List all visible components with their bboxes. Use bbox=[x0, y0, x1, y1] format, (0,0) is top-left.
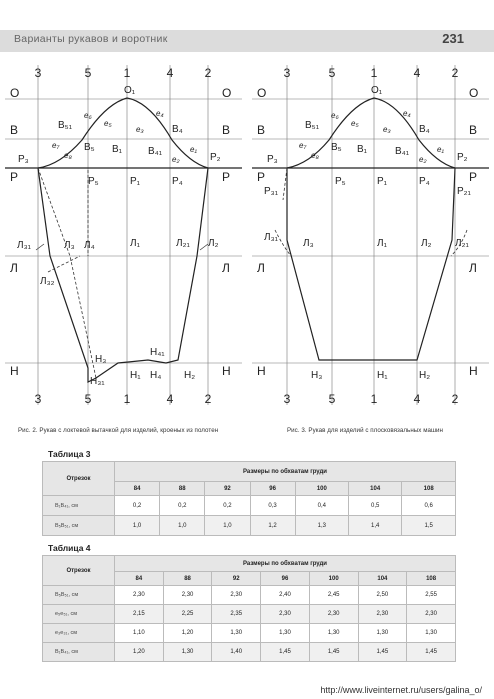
right-label-e6: e₆ bbox=[331, 111, 339, 120]
table4-segment-header: Отрезок bbox=[43, 556, 115, 586]
table-cell: 1,20 bbox=[163, 624, 212, 643]
table-cell: 1,30 bbox=[309, 624, 358, 643]
left-bottom-number-1: 1 bbox=[123, 392, 131, 406]
left-row-letter-b-right: В bbox=[222, 123, 231, 137]
left-label-h1: H₁ bbox=[130, 370, 141, 381]
left-top-number-2: 2 bbox=[204, 66, 212, 80]
table3-size-84: 84 bbox=[115, 482, 160, 496]
right-row-letter-h-right: Н bbox=[469, 364, 478, 378]
table-row bbox=[43, 516, 456, 536]
right-bottom-number-4: 4 bbox=[413, 392, 421, 406]
page-header-title: Варианты рукавов и воротник bbox=[14, 33, 168, 45]
left-label-p1: P₁ bbox=[130, 176, 141, 187]
left-label-e6: e₆ bbox=[84, 111, 92, 120]
right-label-b5: B₅ bbox=[331, 142, 342, 153]
figure-right-caption: Рис. 3. Рукав для изделий с плосковязальных машин bbox=[287, 427, 443, 434]
left-bottom-number-5: 5 bbox=[84, 392, 92, 406]
right-label-b41: B₄₁ bbox=[395, 146, 410, 157]
right-label-h2: H₂ bbox=[419, 370, 431, 381]
right-label-l31: Л₃₁ bbox=[264, 232, 279, 243]
right-label-p4: P₄ bbox=[419, 176, 430, 187]
table-row bbox=[43, 605, 456, 624]
table-cell: 0,4 bbox=[295, 496, 348, 516]
left-row-letter-l: Л bbox=[10, 261, 18, 275]
right-label-b51: B₅₁ bbox=[305, 120, 320, 131]
left-label-l32: Л₃₂ bbox=[40, 276, 55, 287]
left-label-p5: P₅ bbox=[88, 176, 99, 187]
right-top-number-1: 1 bbox=[370, 66, 378, 80]
table-cell: 1,10 bbox=[115, 624, 164, 643]
right-bottom-number-1: 1 bbox=[370, 392, 378, 406]
table4-size-108: 108 bbox=[407, 572, 456, 586]
table4-row2-segment: e₅e₅₁, см bbox=[43, 605, 115, 624]
table-cell: 1,30 bbox=[407, 624, 456, 643]
right-label-e5: e₅ bbox=[351, 119, 359, 128]
right-top-number-2: 2 bbox=[451, 66, 459, 80]
table-cell: 1,30 bbox=[358, 624, 407, 643]
left-label-p3: P₃ bbox=[18, 154, 29, 165]
right-row-letter-l-right: Л bbox=[469, 261, 477, 275]
table-cell: 1,0 bbox=[205, 516, 250, 536]
table4-group-header: Размеры по обхватам груди bbox=[115, 556, 456, 572]
table4-row3-segment: e₃e₃₁, см bbox=[43, 624, 115, 643]
right-label-h1: H₁ bbox=[377, 370, 388, 381]
right-top-number-4: 4 bbox=[413, 66, 421, 80]
table-cell: 2,35 bbox=[212, 605, 261, 624]
right-label-l3: Л₃ bbox=[303, 238, 314, 249]
left-label-b5: B₅ bbox=[84, 142, 95, 153]
left-label-l2: Л₂ bbox=[208, 238, 219, 249]
right-label-p5: P₅ bbox=[335, 176, 346, 187]
table-cell: 1,40 bbox=[212, 643, 261, 662]
left-bottom-number-4: 4 bbox=[166, 392, 174, 406]
left-row-letter-o: О bbox=[10, 86, 20, 100]
table3-group-header: Размеры по обхватам груди bbox=[115, 462, 456, 482]
left-label-l3: Л₃ bbox=[64, 240, 75, 251]
table4-size-96: 96 bbox=[261, 572, 310, 586]
table-cell: 2,30 bbox=[163, 586, 212, 605]
table-cell: 1,0 bbox=[160, 516, 205, 536]
left-top-number-4: 4 bbox=[166, 66, 174, 80]
table3-title: Таблица 3 bbox=[48, 449, 91, 459]
table-cell: 1,5 bbox=[402, 516, 456, 536]
figure-right-sleeve-pattern bbox=[247, 60, 494, 420]
table3-segment-header: Отрезок bbox=[43, 462, 115, 496]
right-label-p3: P₃ bbox=[267, 154, 278, 165]
right-label-p2: P₂ bbox=[457, 152, 468, 163]
table4-row4-segment: B₁B₄₁, см bbox=[43, 643, 115, 662]
footer-url: http://www.liveinternet.ru/users/galina_o/ bbox=[320, 685, 482, 695]
right-row-letter-h: Н bbox=[257, 364, 266, 378]
left-label-h31: H₃₁ bbox=[90, 376, 105, 387]
left-label-h3: H₃ bbox=[95, 354, 107, 365]
left-label-e8: e₈ bbox=[64, 151, 72, 160]
table-cell: 0,2 bbox=[115, 496, 160, 516]
left-label-e3: e₃ bbox=[136, 125, 144, 134]
table3-size-108: 108 bbox=[402, 482, 456, 496]
table3-size-100: 100 bbox=[295, 482, 348, 496]
left-bottom-number-2: 2 bbox=[204, 392, 212, 406]
right-label-p21: P₂₁ bbox=[457, 186, 471, 197]
right-row-letter-l: Л bbox=[257, 261, 265, 275]
right-label-e8: e₈ bbox=[311, 151, 319, 160]
right-label-e2: e₂ bbox=[419, 155, 427, 164]
table-row bbox=[43, 624, 456, 643]
left-row-letter-p-right: Р bbox=[222, 170, 231, 184]
table-cell: 2,40 bbox=[261, 586, 310, 605]
table4-title: Таблица 4 bbox=[48, 543, 91, 553]
table-row bbox=[43, 643, 456, 662]
right-label-l21: Л₂₁ bbox=[455, 238, 469, 249]
table-cell: 1,0 bbox=[115, 516, 160, 536]
table4-size-92: 92 bbox=[212, 572, 261, 586]
left-label-p4: P₄ bbox=[172, 176, 183, 187]
left-row-letter-p: Р bbox=[10, 170, 19, 184]
left-label-e4: e₄ bbox=[156, 109, 164, 118]
table-cell: 1,30 bbox=[163, 643, 212, 662]
page-number: 231 bbox=[442, 31, 464, 46]
table-cell: 0,5 bbox=[349, 496, 402, 516]
table-cell: 1,45 bbox=[358, 643, 407, 662]
right-bottom-number-5: 5 bbox=[328, 392, 336, 406]
table-cell: 1,3 bbox=[295, 516, 348, 536]
table3-size-92: 92 bbox=[205, 482, 250, 496]
left-label-e5: e₅ bbox=[104, 119, 112, 128]
left-label-h2: H₂ bbox=[184, 370, 196, 381]
left-label-l1: Л₁ bbox=[130, 238, 140, 249]
table-cell: 0,6 bbox=[402, 496, 456, 516]
table-cell: 2,25 bbox=[163, 605, 212, 624]
table3-size-96: 96 bbox=[250, 482, 295, 496]
table-cell: 1,45 bbox=[261, 643, 310, 662]
left-label-p2: P₂ bbox=[210, 152, 221, 163]
right-label-e3: e₃ bbox=[383, 125, 391, 134]
table-cell: 2,30 bbox=[358, 605, 407, 624]
right-row-letter-p: Р bbox=[257, 170, 266, 184]
left-top-number-3: 3 bbox=[34, 66, 42, 80]
table-cell: 1,45 bbox=[407, 643, 456, 662]
table-cell: 2,30 bbox=[115, 586, 164, 605]
table-cell: 2,55 bbox=[407, 586, 456, 605]
right-label-e7: e₇ bbox=[299, 141, 307, 150]
table-cell: 2,45 bbox=[309, 586, 358, 605]
right-label-l1: Л₁ bbox=[377, 238, 387, 249]
left-label-l31: Л₃₁ bbox=[17, 240, 32, 251]
left-label-h4: H₄ bbox=[150, 370, 162, 381]
left-row-letter-h-right: Н bbox=[222, 364, 231, 378]
figure-left-sleeve-pattern bbox=[0, 60, 247, 420]
table-row bbox=[43, 586, 456, 605]
table-cell: 2,50 bbox=[358, 586, 407, 605]
table4-size-88: 88 bbox=[163, 572, 212, 586]
left-row-letter-b: В bbox=[10, 123, 19, 137]
table3-row1-segment: B₁B₄₁, см bbox=[43, 496, 115, 516]
left-label-e2: e₂ bbox=[172, 155, 180, 164]
left-row-letter-h: Н bbox=[10, 364, 19, 378]
table3-row2-segment: B₅B₅₁, см bbox=[43, 516, 115, 536]
table-cell: 2,30 bbox=[212, 586, 261, 605]
table-cell: 2,30 bbox=[309, 605, 358, 624]
left-bottom-number-3: 3 bbox=[34, 392, 42, 406]
right-row-letter-o: О bbox=[257, 86, 267, 100]
table3-size-104: 104 bbox=[349, 482, 402, 496]
left-top-number-5: 5 bbox=[84, 66, 92, 80]
left-label-l4: Л₄ bbox=[84, 240, 95, 251]
right-top-number-5: 5 bbox=[328, 66, 336, 80]
left-label-b41: B₄₁ bbox=[148, 146, 163, 157]
right-label-p1: P₁ bbox=[377, 176, 388, 187]
table-cell: 0,2 bbox=[205, 496, 250, 516]
right-label-l2: Л₂ bbox=[421, 238, 432, 249]
left-top-number-1: 1 bbox=[123, 66, 131, 80]
table-cell: 2,15 bbox=[115, 605, 164, 624]
right-label-o1: O₁ bbox=[371, 85, 383, 96]
figure-left-caption: Рис. 2. Рукав с локтевой вытачкой для изделий, кроеных из полотен bbox=[18, 427, 219, 434]
left-row-letter-o-right: О bbox=[222, 86, 232, 100]
right-bottom-number-3: 3 bbox=[283, 392, 291, 406]
right-row-letter-p-right: Р bbox=[469, 170, 478, 184]
table4-size-100: 100 bbox=[309, 572, 358, 586]
table-cell: 2,30 bbox=[407, 605, 456, 624]
right-label-e1: e₁ bbox=[437, 145, 444, 154]
table-cell: 1,20 bbox=[115, 643, 164, 662]
table-cell: 1,2 bbox=[250, 516, 295, 536]
table4-row1-segment: B₅B₅₁, см bbox=[43, 586, 115, 605]
table4-size-84: 84 bbox=[115, 572, 164, 586]
right-top-number-3: 3 bbox=[283, 66, 291, 80]
table-cell: 1,45 bbox=[309, 643, 358, 662]
right-bottom-number-2: 2 bbox=[451, 392, 459, 406]
right-row-letter-b-right: В bbox=[469, 123, 478, 137]
table-row bbox=[43, 496, 456, 516]
right-row-letter-o-right: О bbox=[469, 86, 479, 100]
table-cell: 1,30 bbox=[212, 624, 261, 643]
right-label-e4: e₄ bbox=[403, 109, 411, 118]
table-cell: 0,2 bbox=[160, 496, 205, 516]
table4-size-104: 104 bbox=[358, 572, 407, 586]
right-label-p31: P₃₁ bbox=[264, 186, 279, 197]
table-cell: 1,4 bbox=[349, 516, 402, 536]
table-cell: 2,30 bbox=[261, 605, 310, 624]
table3 bbox=[42, 461, 456, 536]
right-label-b1: B₁ bbox=[357, 144, 368, 155]
right-label-b4: B₄ bbox=[419, 124, 430, 135]
left-label-b1: B₁ bbox=[112, 144, 123, 155]
table3-size-88: 88 bbox=[160, 482, 205, 496]
left-label-o1: O₁ bbox=[124, 85, 136, 96]
left-label-b51: B₅₁ bbox=[58, 120, 73, 131]
right-label-h3: H₃ bbox=[311, 370, 323, 381]
left-label-e7: e₇ bbox=[52, 141, 60, 150]
left-row-letter-l-right: Л bbox=[222, 261, 230, 275]
left-label-h41: H₄₁ bbox=[150, 347, 165, 358]
left-label-b4: B₄ bbox=[172, 124, 183, 135]
left-label-e1: e₁ bbox=[190, 145, 197, 154]
right-row-letter-b: В bbox=[257, 123, 266, 137]
table4 bbox=[42, 555, 456, 662]
left-label-l21: Л₂₁ bbox=[176, 238, 190, 249]
table-cell: 0,3 bbox=[250, 496, 295, 516]
table-cell: 1,30 bbox=[261, 624, 310, 643]
